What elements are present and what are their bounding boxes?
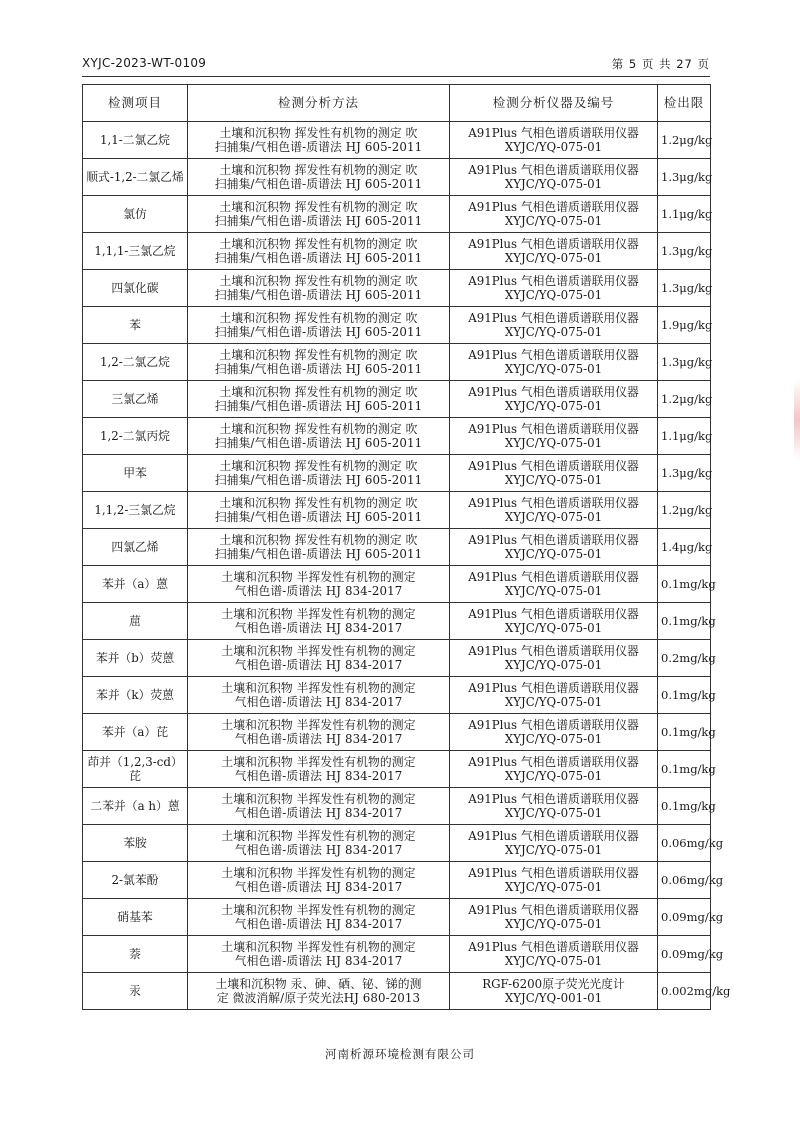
instrument-line: A91Plus 气相色谱质谱联用仪器	[468, 532, 639, 547]
table-row	[83, 640, 711, 677]
cell-item: 1,2-二氯乙烷	[83, 344, 188, 381]
cell-instrument	[450, 788, 658, 825]
cell-detection-limit: 0.09mg/kg	[658, 899, 711, 936]
cell-instrument	[450, 603, 658, 640]
instrument-line: A91Plus 气相色谱质谱联用仪器	[468, 458, 639, 473]
cell-item: 1,1,2-三氯乙烷	[83, 492, 188, 529]
method-line: 土壤和沉积物 半挥发性有机物的测定	[221, 569, 416, 584]
method-line: 气相色谱-质谱法 HJ 834-2017	[234, 732, 403, 746]
cell-instrument	[450, 196, 658, 233]
method-line: 土壤和沉积物 挥发性有机物的测定 吹	[219, 347, 418, 362]
method-line: 扫捕集/气相色谱-质谱法 HJ 605-2011	[214, 399, 423, 413]
table-row	[83, 307, 711, 344]
method-line: 土壤和沉积物 挥发性有机物的测定 吹	[219, 532, 418, 547]
cell-instrument	[450, 936, 658, 973]
instrument-line: XYJC/YQ-075-01	[504, 732, 603, 746]
cell-method	[188, 418, 450, 455]
cell-method	[188, 122, 450, 159]
cell-method	[188, 270, 450, 307]
instrument-line: XYJC/YQ-075-01	[504, 362, 603, 376]
cell-item: 䓛	[83, 603, 188, 640]
method-line: 气相色谱-质谱法 HJ 834-2017	[234, 843, 403, 857]
cell-method	[188, 159, 450, 196]
cell-instrument	[450, 381, 658, 418]
cell-detection-limit: 1.2μg/kg	[658, 381, 711, 418]
method-line: 土壤和沉积物 半挥发性有机物的测定	[221, 865, 416, 880]
cell-instrument	[450, 640, 658, 677]
method-line: 气相色谱-质谱法 HJ 834-2017	[234, 917, 403, 931]
method-line: 土壤和沉积物 挥发性有机物的测定 吹	[219, 384, 418, 399]
instrument-line: RGF-6200原子荧光光度计	[482, 976, 625, 991]
table-row	[83, 603, 711, 640]
method-line: 土壤和沉积物 挥发性有机物的测定 吹	[219, 495, 418, 510]
cell-detection-limit: 0.1mg/kg	[658, 788, 711, 825]
instrument-line: XYJC/YQ-075-01	[504, 954, 603, 968]
method-line: 土壤和沉积物 半挥发性有机物的测定	[221, 828, 416, 843]
instrument-line: A91Plus 气相色谱质谱联用仪器	[468, 754, 639, 769]
method-line: 气相色谱-质谱法 HJ 834-2017	[234, 695, 403, 709]
method-line: 扫捕集/气相色谱-质谱法 HJ 605-2011	[214, 177, 423, 191]
instrument-line: A91Plus 气相色谱质谱联用仪器	[468, 199, 639, 214]
cell-instrument	[450, 973, 658, 1010]
instrument-line: XYJC/YQ-075-01	[504, 769, 603, 783]
table-row	[83, 751, 711, 788]
method-line: 扫捕集/气相色谱-质谱法 HJ 605-2011	[214, 362, 423, 376]
cell-instrument	[450, 677, 658, 714]
instrument-line: XYJC/YQ-075-01	[504, 177, 603, 191]
method-line: 土壤和沉积物 挥发性有机物的测定 吹	[219, 199, 418, 214]
cell-instrument	[450, 529, 658, 566]
instrument-line: XYJC/YQ-075-01	[504, 214, 603, 228]
cell-detection-limit: 1.9μg/kg	[658, 307, 711, 344]
instrument-line: XYJC/YQ-075-01	[504, 288, 603, 302]
cell-detection-limit: 1.3μg/kg	[658, 159, 711, 196]
cell-instrument	[450, 159, 658, 196]
instrument-line: A91Plus 气相色谱质谱联用仪器	[468, 569, 639, 584]
cell-instrument	[450, 566, 658, 603]
instrument-line: A91Plus 气相色谱质谱联用仪器	[468, 384, 639, 399]
method-line: 定 微波消解/原子荧光法HJ 680-2013	[216, 991, 421, 1005]
method-line: 气相色谱-质谱法 HJ 834-2017	[234, 658, 403, 672]
instrument-line: XYJC/YQ-075-01	[504, 843, 603, 857]
cell-detection-limit: 0.06mg/kg	[658, 862, 711, 899]
cell-method	[188, 788, 450, 825]
table-row	[83, 492, 711, 529]
cell-detection-limit: 1.3μg/kg	[658, 455, 711, 492]
detection-methods-table	[82, 84, 731, 1010]
cell-instrument	[450, 270, 658, 307]
cell-item: 萘	[83, 936, 188, 973]
cell-instrument	[450, 418, 658, 455]
cell-item: 苯并（a）蒽	[83, 566, 188, 603]
table-body	[83, 122, 731, 1010]
cell-detection-limit: 1.3μg/kg	[658, 344, 711, 381]
table-row	[83, 936, 711, 973]
instrument-line: A91Plus 气相色谱质谱联用仪器	[468, 162, 639, 177]
table-row	[83, 159, 711, 196]
table-row	[83, 344, 711, 381]
cell-item: 1,1,1-三氯乙烷	[83, 233, 188, 270]
instrument-line: A91Plus 气相色谱质谱联用仪器	[468, 347, 639, 362]
method-line: 土壤和沉积物 汞、砷、硒、铋、锑的测	[215, 976, 422, 991]
instrument-line: A91Plus 气相色谱质谱联用仪器	[468, 902, 639, 917]
table-row	[83, 862, 711, 899]
cell-item: 苯并（b）荧蒽	[83, 640, 188, 677]
method-line: 土壤和沉积物 挥发性有机物的测定 吹	[219, 310, 418, 325]
cell-method	[188, 751, 450, 788]
instrument-line: A91Plus 气相色谱质谱联用仪器	[468, 125, 639, 140]
instrument-line: A91Plus 气相色谱质谱联用仪器	[468, 606, 639, 621]
cell-detection-limit: 0.1mg/kg	[658, 751, 711, 788]
cell-item: 四氯化碳	[83, 270, 188, 307]
instrument-line: A91Plus 气相色谱质谱联用仪器	[468, 717, 639, 732]
cell-method	[188, 344, 450, 381]
table-row	[83, 455, 711, 492]
instrument-line: XYJC/YQ-075-01	[504, 399, 603, 413]
instrument-line: A91Plus 气相色谱质谱联用仪器	[468, 273, 639, 288]
cell-detection-limit: 0.09mg/kg	[658, 936, 711, 973]
instrument-line: XYJC/YQ-001-01	[504, 991, 603, 1005]
column-header-method: 检测分析方法	[188, 85, 450, 122]
instrument-line: A91Plus 气相色谱质谱联用仪器	[468, 236, 639, 251]
method-line: 气相色谱-质谱法 HJ 834-2017	[234, 769, 403, 783]
cell-instrument	[450, 899, 658, 936]
seal-edge-mark	[794, 380, 800, 460]
method-line: 扫捕集/气相色谱-质谱法 HJ 605-2011	[214, 510, 423, 524]
instrument-line: A91Plus 气相色谱质谱联用仪器	[468, 939, 639, 954]
table-row	[83, 233, 711, 270]
table-row	[83, 122, 711, 159]
method-line: 扫捕集/气相色谱-质谱法 HJ 605-2011	[214, 547, 423, 561]
cell-item: 苯胺	[83, 825, 188, 862]
instrument-line: XYJC/YQ-075-01	[504, 510, 603, 524]
method-line: 土壤和沉积物 半挥发性有机物的测定	[221, 606, 416, 621]
instrument-line: XYJC/YQ-075-01	[504, 806, 603, 820]
cell-detection-limit: 0.1mg/kg	[658, 603, 711, 640]
method-line: 土壤和沉积物 半挥发性有机物的测定	[221, 939, 416, 954]
instrument-line: XYJC/YQ-075-01	[504, 917, 603, 931]
instrument-line: A91Plus 气相色谱质谱联用仪器	[468, 680, 639, 695]
cell-detection-limit: 1.2μg/kg	[658, 492, 711, 529]
instrument-line: A91Plus 气相色谱质谱联用仪器	[468, 791, 639, 806]
method-line: 扫捕集/气相色谱-质谱法 HJ 605-2011	[214, 214, 423, 228]
cell-method	[188, 307, 450, 344]
cell-detection-limit: 1.2μg/kg	[658, 122, 711, 159]
page-indicator: 第 5 页 共 27 页	[611, 57, 710, 71]
table-row	[83, 196, 711, 233]
method-line: 土壤和沉积物 半挥发性有机物的测定	[221, 717, 416, 732]
table-row	[83, 899, 711, 936]
method-line: 气相色谱-质谱法 HJ 834-2017	[234, 621, 403, 635]
cell-method	[188, 233, 450, 270]
cell-item: 二苯并（a h）蒽	[83, 788, 188, 825]
method-line: 扫捕集/气相色谱-质谱法 HJ 605-2011	[214, 325, 423, 339]
method-line: 气相色谱-质谱法 HJ 834-2017	[234, 954, 403, 968]
cell-method	[188, 381, 450, 418]
cell-instrument	[450, 751, 658, 788]
method-line: 土壤和沉积物 半挥发性有机物的测定	[221, 791, 416, 806]
cell-detection-limit: 1.3μg/kg	[658, 233, 711, 270]
instrument-line: XYJC/YQ-075-01	[504, 251, 603, 265]
method-line: 土壤和沉积物 挥发性有机物的测定 吹	[219, 162, 418, 177]
cell-item: 甲苯	[83, 455, 188, 492]
cell-method	[188, 936, 450, 973]
column-header-item: 检测项目	[83, 85, 188, 122]
table-row	[83, 270, 711, 307]
instrument-line: XYJC/YQ-075-01	[504, 695, 603, 709]
cell-item: 1,2-二氯丙烷	[83, 418, 188, 455]
method-line: 扫捕集/气相色谱-质谱法 HJ 605-2011	[214, 473, 423, 487]
cell-method	[188, 603, 450, 640]
table-row	[83, 714, 711, 751]
cell-item: 2-氯苯酚	[83, 862, 188, 899]
instrument-line: XYJC/YQ-075-01	[504, 658, 603, 672]
instrument-line: A91Plus 气相色谱质谱联用仪器	[468, 828, 639, 843]
instrument-line: A91Plus 气相色谱质谱联用仪器	[468, 421, 639, 436]
cell-detection-limit: 1.3μg/kg	[658, 270, 711, 307]
cell-instrument	[450, 344, 658, 381]
table-row	[83, 566, 711, 603]
cell-item: 苯并（a）芘	[83, 714, 188, 751]
instrument-line: XYJC/YQ-075-01	[504, 140, 603, 154]
cell-method	[188, 529, 450, 566]
cell-method	[188, 899, 450, 936]
cell-item: 苯	[83, 307, 188, 344]
cell-method	[188, 196, 450, 233]
cell-method	[188, 862, 450, 899]
cell-item: 茚并（1,2,3-cd）芘	[83, 751, 188, 788]
method-line: 气相色谱-质谱法 HJ 834-2017	[234, 806, 403, 820]
cell-method	[188, 677, 450, 714]
page-header	[82, 56, 710, 77]
instrument-line: XYJC/YQ-075-01	[504, 473, 603, 487]
cell-item: 氯仿	[83, 196, 188, 233]
table-row	[83, 418, 711, 455]
cell-detection-limit: 0.002mg/kg	[658, 973, 711, 1010]
method-line: 土壤和沉积物 挥发性有机物的测定 吹	[219, 125, 418, 140]
cell-instrument	[450, 233, 658, 270]
cell-method	[188, 714, 450, 751]
method-line: 扫捕集/气相色谱-质谱法 HJ 605-2011	[214, 140, 423, 154]
instrument-line: XYJC/YQ-075-01	[504, 436, 603, 450]
cell-instrument	[450, 862, 658, 899]
table-row	[83, 788, 711, 825]
cell-detection-limit: 0.1mg/kg	[658, 566, 711, 603]
cell-instrument	[450, 825, 658, 862]
cell-method	[188, 640, 450, 677]
cell-detection-limit: 1.1μg/kg	[658, 196, 711, 233]
method-line: 扫捕集/气相色谱-质谱法 HJ 605-2011	[214, 288, 423, 302]
cell-method	[188, 973, 450, 1010]
cell-instrument	[450, 122, 658, 159]
method-line: 扫捕集/气相色谱-质谱法 HJ 605-2011	[214, 436, 423, 450]
column-header-limit: 检出限	[658, 85, 711, 122]
cell-instrument	[450, 714, 658, 751]
instrument-line: A91Plus 气相色谱质谱联用仪器	[468, 643, 639, 658]
instrument-line: A91Plus 气相色谱质谱联用仪器	[468, 865, 639, 880]
cell-detection-limit: 0.1mg/kg	[658, 677, 711, 714]
cell-detection-limit: 0.06mg/kg	[658, 825, 711, 862]
method-line: 气相色谱-质谱法 HJ 834-2017	[234, 880, 403, 894]
instrument-line: XYJC/YQ-075-01	[504, 621, 603, 635]
cell-method	[188, 566, 450, 603]
cell-item: 1,1-二氯乙烷	[83, 122, 188, 159]
method-line: 土壤和沉积物 挥发性有机物的测定 吹	[219, 236, 418, 251]
cell-detection-limit: 1.1μg/kg	[658, 418, 711, 455]
cell-item: 硝基苯	[83, 899, 188, 936]
cell-instrument	[450, 492, 658, 529]
table-row	[83, 381, 711, 418]
cell-item: 顺式-1,2-二氯乙烯	[83, 159, 188, 196]
cell-detection-limit: 0.2mg/kg	[658, 640, 711, 677]
instrument-line: XYJC/YQ-075-01	[504, 584, 603, 598]
method-line: 土壤和沉积物 半挥发性有机物的测定	[221, 680, 416, 695]
method-line: 土壤和沉积物 挥发性有机物的测定 吹	[219, 421, 418, 436]
instrument-line: XYJC/YQ-075-01	[504, 325, 603, 339]
cell-instrument	[450, 455, 658, 492]
instrument-line: A91Plus 气相色谱质谱联用仪器	[468, 495, 639, 510]
method-line: 土壤和沉积物 半挥发性有机物的测定	[221, 643, 416, 658]
cell-item: 三氯乙烯	[83, 381, 188, 418]
cell-detection-limit: 1.4μg/kg	[658, 529, 711, 566]
table-row	[83, 973, 711, 1010]
cell-method	[188, 455, 450, 492]
company-footer: 河南析源环境检测有限公司	[325, 1047, 475, 1061]
method-line: 土壤和沉积物 挥发性有机物的测定 吹	[219, 273, 418, 288]
table-row	[83, 825, 711, 862]
table-row	[83, 529, 711, 566]
table-header-row	[83, 85, 711, 122]
method-line: 土壤和沉积物 挥发性有机物的测定 吹	[219, 458, 418, 473]
method-line: 气相色谱-质谱法 HJ 834-2017	[234, 584, 403, 598]
instrument-line: XYJC/YQ-075-01	[504, 547, 603, 561]
cell-item: 四氯乙烯	[83, 529, 188, 566]
method-line: 土壤和沉积物 半挥发性有机物的测定	[221, 902, 416, 917]
cell-item: 苯并（k）荧蒽	[83, 677, 188, 714]
document-number: XYJC-2023-WT-0109	[82, 56, 207, 70]
cell-detection-limit: 0.1mg/kg	[658, 714, 711, 751]
table-row	[83, 677, 711, 714]
instrument-line: XYJC/YQ-075-01	[504, 880, 603, 894]
cell-item: 汞	[83, 973, 188, 1010]
cell-instrument	[450, 307, 658, 344]
cell-method	[188, 825, 450, 862]
method-line: 土壤和沉积物 半挥发性有机物的测定	[221, 754, 416, 769]
method-line: 扫捕集/气相色谱-质谱法 HJ 605-2011	[214, 251, 423, 265]
cell-method	[188, 492, 450, 529]
instrument-line: A91Plus 气相色谱质谱联用仪器	[468, 310, 639, 325]
column-header-instrument: 检测分析仪器及编号	[450, 85, 658, 122]
